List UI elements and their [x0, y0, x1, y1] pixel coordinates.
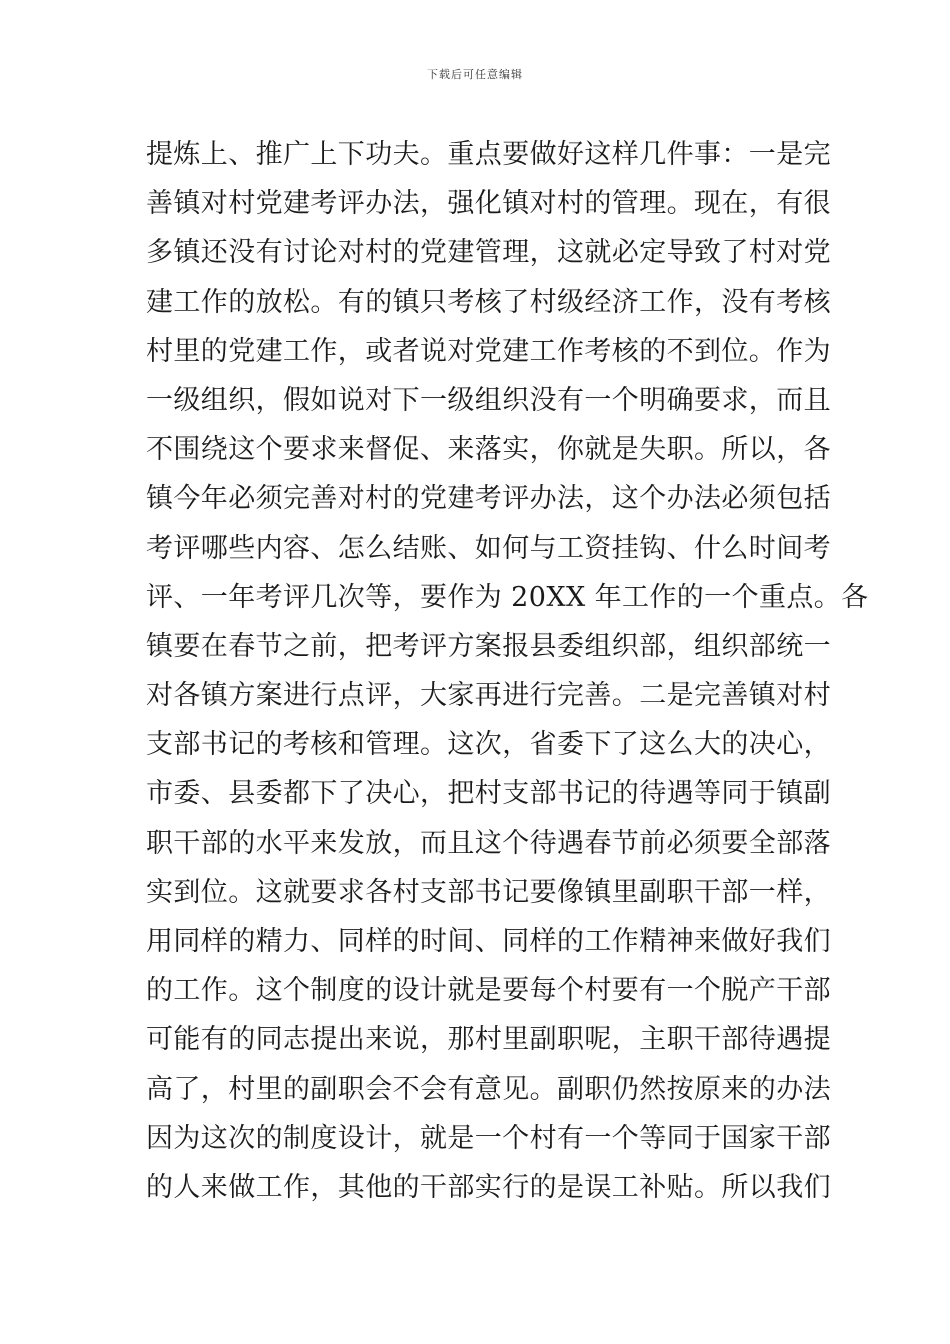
page-header: 下载后可任意编辑 [427, 68, 523, 81]
text-line: 市委、县委都下了决心，把村支部书记的待遇等同于镇副 [146, 778, 831, 810]
text-line: 因为这次的制度设计，就是一个村有一个等同于国家干部 [146, 1122, 831, 1154]
text-line: 多镇还没有讨论对村的党建管理，这就必定导致了村对党 [146, 237, 831, 269]
text-line: 实到位。这就要求各村支部书记要像镇里副职干部一样， [146, 876, 831, 908]
text-line: 提炼上、推广上下功夫。重点要做好这样几件事：一是完 [146, 139, 831, 170]
text-line: 对各镇方案进行点评，大家再进行完善。二是完善镇对村 [146, 680, 831, 712]
text-line: 可能有的同志提出来说，那村里副职呢，主职干部待遇提 [146, 1024, 831, 1056]
text-line: 的人来做工作，其他的干部实行的是误工补贴。所以我们 [146, 1171, 831, 1203]
text-line: 高了，村里的副职会不会有意见。副职仍然按原来的办法 [146, 1073, 831, 1105]
body-paragraph [146, 130, 869, 1212]
text-line: 评、一年考评几次等，要作为 20XX 年工作的一个重点。各 [146, 581, 869, 613]
text-line: 一级组织，假如说对下一级组织没有一个明确要求，而且 [146, 384, 831, 416]
text-line: 考评哪些内容、怎么结账、如何与工资挂钩、什么时间考 [146, 532, 831, 564]
text-line: 善镇对村党建考评办法，强化镇对村的管理。现在，有很 [146, 188, 831, 220]
text-line: 村里的党建工作，或者说对党建工作考核的不到位。作为 [146, 335, 831, 367]
text-line: 的工作。这个制度的设计就是要每个村要有一个脱产干部 [146, 975, 831, 1007]
text-line: 建工作的放松。有的镇只考核了村级经济工作，没有考核 [146, 286, 831, 318]
text-line: 职干部的水平来发放，而且这个待遇春节前必须要全部落 [146, 827, 831, 859]
text-line: 不围绕这个要求来督促、来落实，你就是失职。所以，各 [146, 434, 831, 466]
text-line: 支部书记的考核和管理。这次，省委下了这么大的决心， [146, 729, 831, 761]
text-line: 用同样的精力、同样的时间、同样的工作精神来做好我们 [146, 926, 831, 957]
text-line: 镇要在春节之前，把考评方案报县委组织部，组织部统一 [146, 630, 831, 662]
text-line: 镇今年必须完善对村的党建考评办法，这个办法必须包括 [146, 483, 831, 515]
